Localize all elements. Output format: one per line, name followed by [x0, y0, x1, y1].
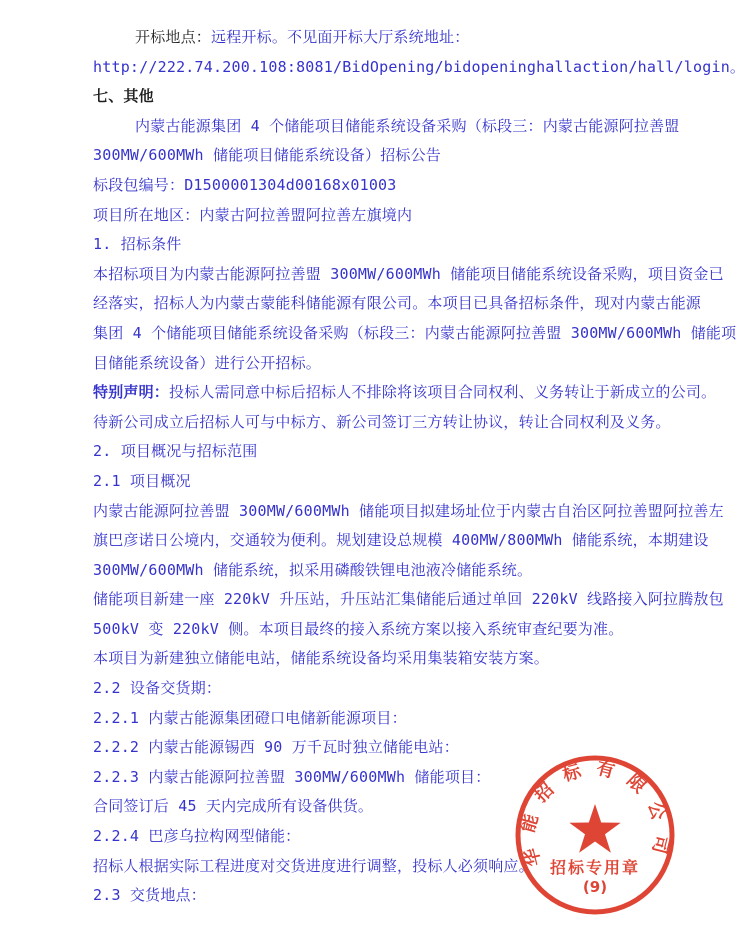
text-segment: 待新公司成立后招标人可与中标方、新公司签订三方转让协议，转让合同权利及义务。	[93, 412, 671, 431]
text-segment: 1. 招标条件	[93, 235, 182, 254]
doc-line	[93, 615, 693, 645]
text-segment: 特别声明：	[93, 383, 170, 402]
text-segment: 2.2.4 巴彦乌拉构网型储能：	[93, 827, 301, 846]
text-segment: 本项目为新建独立储能电站，储能系统设备均采用集装箱安装方案。	[93, 649, 550, 668]
text-segment: 招标人根据实际工程进度对交货进度进行调整，投标人必须响应。	[93, 856, 534, 875]
seal-number-text: (9)	[582, 878, 608, 896]
doc-line	[93, 53, 746, 83]
text-segment: 2.2.3 内蒙古能源阿拉善盟 300MW/600MWh 储能项目：	[93, 767, 491, 786]
text-segment: 内蒙古能源阿拉善盟 300MW/600MWh 储能项目拟建场址位于内蒙古自治区阿拉善盟阿拉善左	[93, 501, 724, 520]
text-segment: 2.3 交货地点：	[93, 886, 206, 905]
doc-line	[93, 437, 693, 467]
text-segment: 本招标项目为内蒙古能源阿拉善盟 300MW/600MWh 储能项目储能系统设备采购，项目资金已	[93, 264, 724, 283]
doc-line	[93, 230, 693, 260]
doc-line	[93, 467, 693, 497]
seal-label-text: 招标专用章	[549, 858, 641, 877]
doc-line	[93, 260, 724, 290]
text-segment: 投标人需同意中标后招标人不排除将该项目合同权利、义务转让于新成立的公司。	[169, 383, 717, 402]
doc-line	[93, 526, 709, 556]
text-segment: 2.1 项目概况	[93, 471, 191, 490]
text-segment: 合同签订后 45 天内完成所有设备供货。	[93, 797, 374, 816]
text-segment: 集团 4 个储能项目储能系统设备采购（标段三：内蒙古能源阿拉善盟 300MW/600MWh 储能项	[93, 323, 737, 342]
doc-line	[93, 378, 717, 408]
text-segment: 2.2.1 内蒙古能源集团磴口电储新能源项目：	[93, 708, 407, 727]
doc-line	[93, 674, 693, 704]
doc-line	[93, 171, 693, 201]
doc-line	[93, 289, 702, 319]
doc-line	[93, 556, 693, 586]
doc-line	[93, 82, 693, 112]
text-segment: 500kV 变 220kV 侧。本项目最终的接入系统方案以接入系统审查纪要为准。	[93, 619, 624, 638]
text-segment: 内蒙古能源集团 4 个储能项目储能系统设备采购（标段三：内蒙古能源阿拉善盟	[135, 116, 680, 135]
text-segment: 储能项目新建一座 220kV 升压站，升压站汇集储能后通过单回 220kV 线路接入阿拉腾敖包	[93, 590, 724, 609]
doc-line	[93, 319, 737, 349]
text-segment: 2.2.2 内蒙古能源锡西 90 万千瓦时独立储能电站：	[93, 738, 459, 757]
text-segment: 2.2 设备交货期：	[93, 679, 222, 698]
document-url-link[interactable]: http://222.74.200.108:8081/BidOpening/bidopeninghallaction/hall/login。	[93, 57, 746, 76]
text-segment: 目储能系统设备）进行公开招标。	[93, 353, 322, 372]
doc-line	[93, 585, 724, 615]
doc-line	[93, 704, 693, 734]
doc-line	[93, 408, 693, 438]
doc-line	[93, 644, 693, 674]
text-segment: 项目所在地区：内蒙古阿拉善盟阿拉善左旗境内	[93, 205, 413, 224]
text-segment: 300MW/600MWh 储能项目储能系统设备）招标公告	[93, 146, 442, 165]
text-segment: 远程开标。不见面开标大厅系统地址：	[211, 28, 470, 46]
doc-line	[93, 497, 724, 527]
star-icon	[569, 804, 620, 853]
text-segment: 300MW/600MWh 储能系统，拟采用磷酸铁锂电池液冷储能系统。	[93, 560, 533, 579]
doc-line	[93, 349, 693, 379]
doc-line	[93, 23, 693, 53]
text-segment: 开标地点：	[135, 28, 212, 46]
doc-line	[93, 112, 693, 142]
company-seal-stamp	[500, 740, 690, 930]
doc-line	[93, 141, 693, 171]
text-segment: 2. 项目概况与招标范围	[93, 442, 258, 461]
seal-group	[517, 757, 673, 912]
text-segment: 标段包编号：D1500001304d00168x01003	[93, 175, 397, 194]
text-segment: 七、其他	[93, 87, 154, 106]
text-segment: 经落实，招标人为内蒙古蒙能科储能源有限公司。本项目已具备招标条件，现对内蒙古能源	[93, 294, 702, 313]
doc-line	[93, 201, 693, 231]
seal-company-arc-text: 华能招标有限公司	[517, 757, 673, 869]
text-segment: 旗巴彦诺日公境内，交通较为便利。规划建设总规模 400MW/800MWh 储能系统，本期建设	[93, 531, 709, 550]
